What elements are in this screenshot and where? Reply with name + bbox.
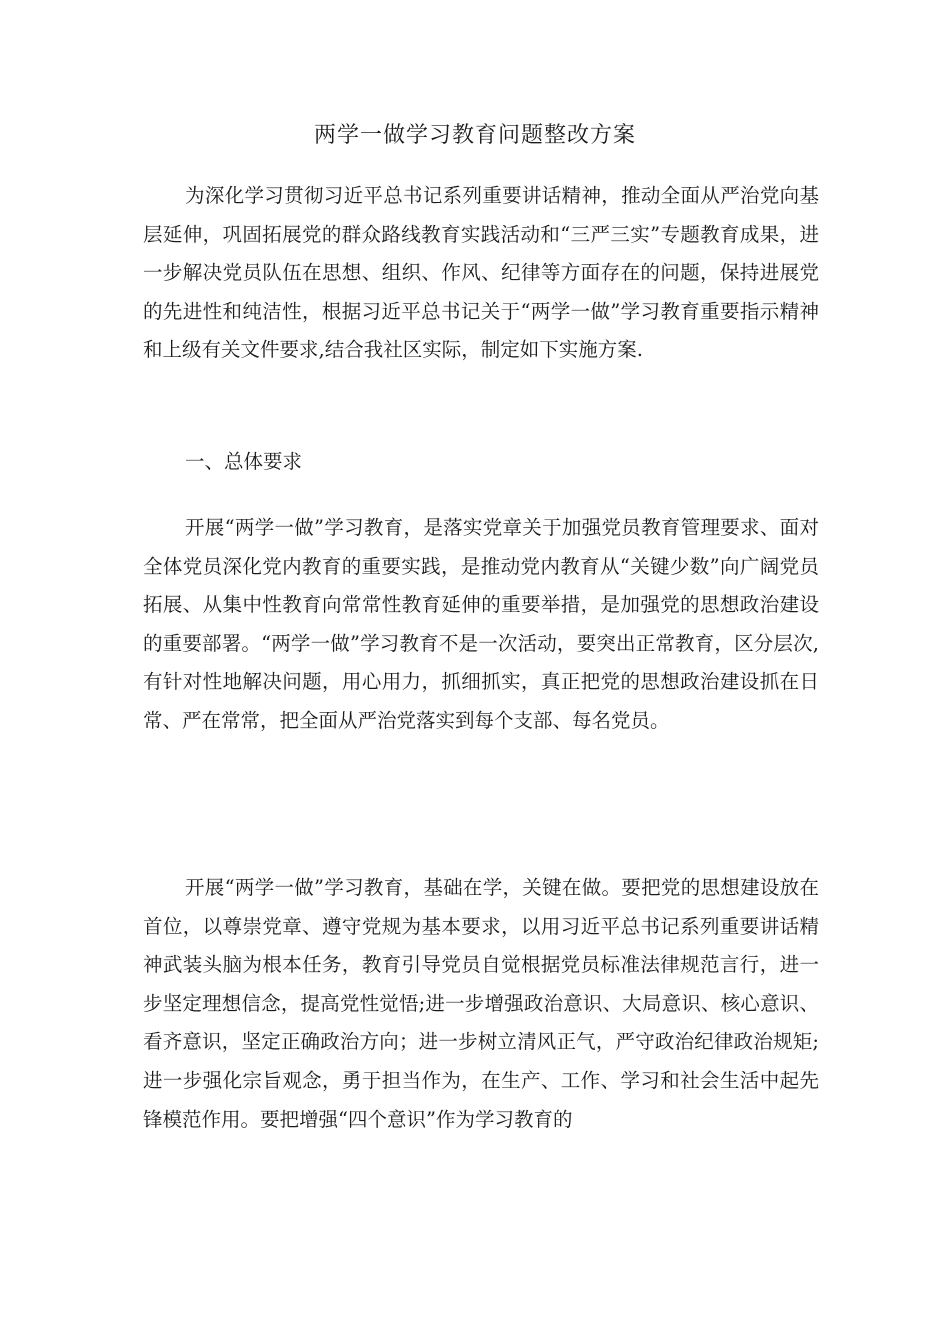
- section-heading: 一、总体要求: [185, 450, 303, 473]
- document-title: 两学一做学习教育问题整改方案: [313, 123, 636, 148]
- body-paragraph: 开展“两学一做”学习教育，是落实党章关于加强党员教育管理要求、面对全体党员深化党内教育的重要实践，是推动党内教育从“关键少数”向广阔党员拓展、从集中性教育向常常性教育延伸的重要举措，是加强党的思想政治建设的重要部署。“两学一做”学习教育不是一次活动，要突出正常教育，区分层次,有针对性地解决问题，用心用力，抓细抓实，真正把党的思想政治建设抓在日常、严在常常，把全面从严治党落实到每个支部、每名党员。: [143, 516, 819, 732]
- intro-paragraph: 为深化学习贯彻习近平总书记系列重要讲话精神，推动全面从严治党向基层延伸，巩固拓展党的群众路线教育实践活动和“三严三实”专题教育成果，进一步解决党员队伍在思想、组织、作风、纪律等方面存在的问题，保持进展党的先进性和纯洁性，根据习近平总书记关于“两学一做”学习教育重要指示精神和上级有关文件要求,结合我社区实际，制定如下实施方案.: [143, 184, 819, 362]
- body-paragraph: 开展“两学一做”学习教育，基础在学，关键在做。要把党的思想建设放在首位，以尊崇党章、遵守党规为基本要求，以用习近平总书记系列重要讲话精神武装头脑为根本任务，教育引导党员自觉根据党员标准法律规范言行，进一步坚定理想信念，提高党性觉悟;进一步增强政治意识、大局意识、核心意识、看齐意识，坚定正确政治方向；进一步树立清风正气，严守政治纪律政治规矩;进一步强化宗旨观念，勇于担当作为，在生产、工作、学习和社会生活中起先锋模范作用。要把增强“四个意识”作为学习教育的: [143, 876, 819, 1131]
